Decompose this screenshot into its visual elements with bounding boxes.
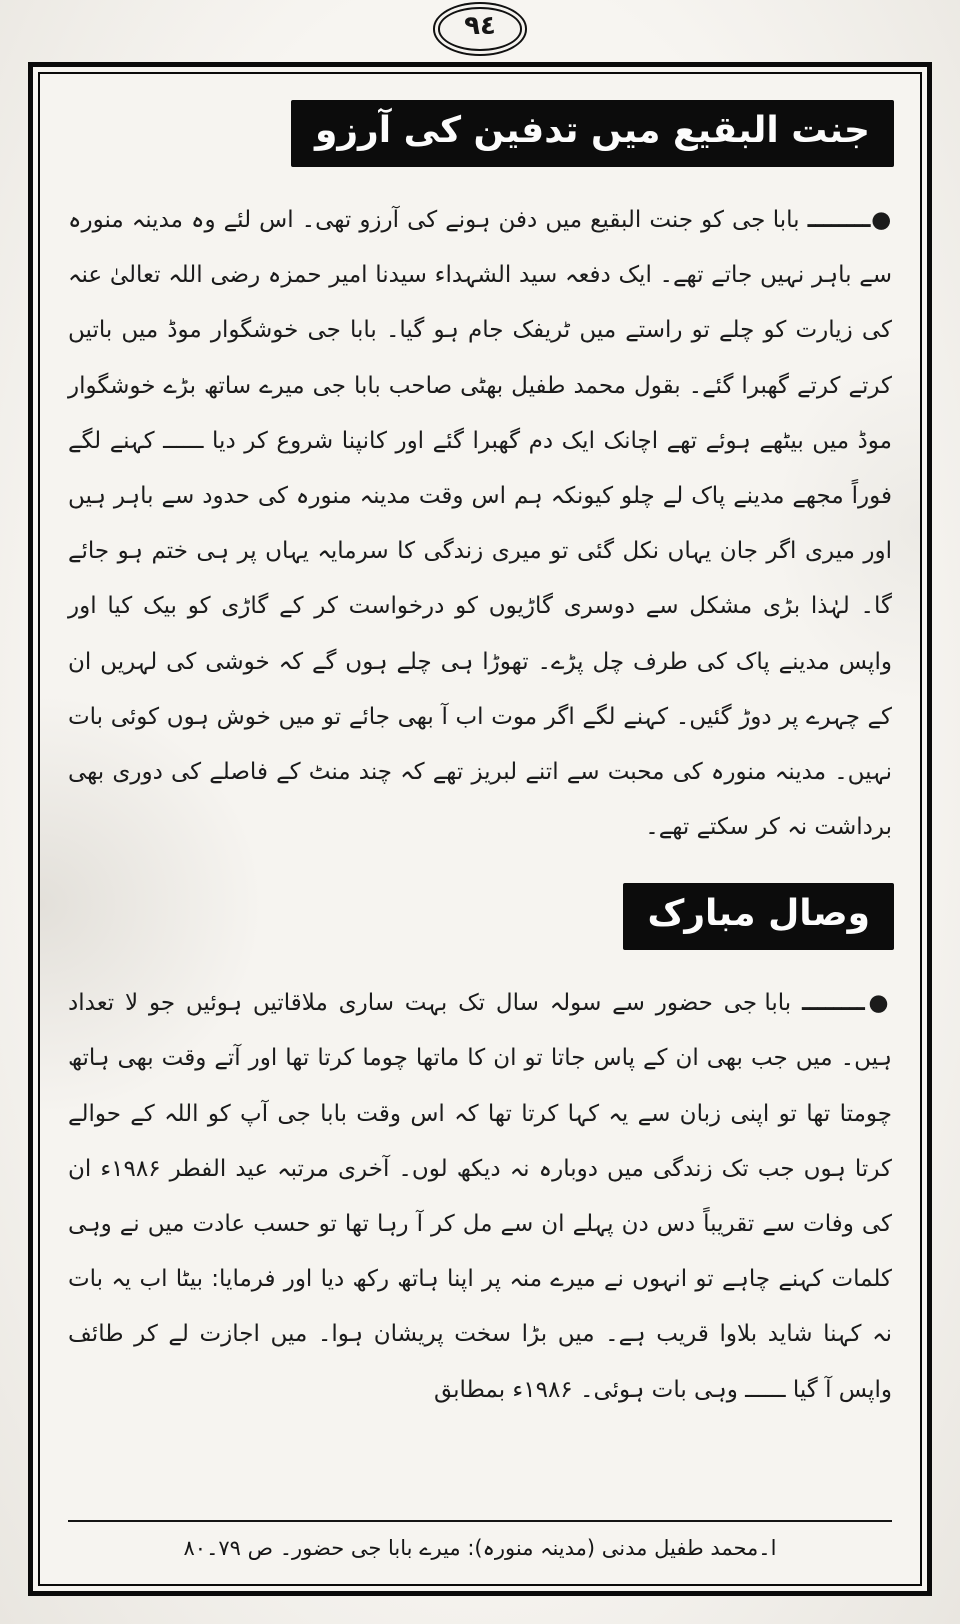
- page-header: [0, 0, 960, 58]
- footnote-separator: [68, 1520, 892, 1522]
- inner-border-frame: [38, 72, 922, 1586]
- section-heading-blessed-demise: وصال مبارک: [623, 883, 894, 950]
- bullet-icon: ●ــــــــ: [802, 990, 893, 1017]
- paragraph-text: بابا جی کو جنت البقیع میں دفن ہونے کی آرزو تھی۔ اس لئے وہ مدینہ منورہ سے باہر نہیں جاتے تھے۔ ایک دفعہ سید الشہداء سیدنا امیر حمزہ رضی اللہ تعالیٰ عنہ کی زیارت کو چلے تو راستے میں ٹریفک جام ہو گیا۔ بابا جی خوشگوار موڈ میں باتیں کرتے کرتے گھبرا گئے۔ بقول محمد طفیل بھٹی صاحب بابا جی میرے ساتھ بڑے خوشگوار موڈ میں بیٹھے ہوئے تھے اچانک ایک دم گھبرا گئے اور کانپنا شروع کر دیا ــــــ کہنے لگے فوراً مجھے مدینے پاک لے چلو کیونکہ ہم اس وقت مدینہ منورہ کی حدود سے باہر ہیں اور میری اگر جان یہاں نکل گئی تو میری زندگی کا سرمایہ یہاں پر ہی ختم ہو جائے گا۔ لہٰذا بڑی مشکل سے دوسری گاڑیوں کو درخواست کر کے گاڑی کو بیک کیا اور واپس مدینے پاک کی طرف چل پڑے۔ تھوڑا ہی چلے ہوں گے کہ خوشی کی لہریں ان کے چہرے پر دوڑ گئیں۔ کہنے لگے اگر موت اب آ بھی جائے تو میں خوش ہوں کوئی بات نہیں۔ مدینہ منورہ کی محبت سے اتنے لبریز تھے کہ چند منٹ کے فاصلے کی دوری بھی برداشت نہ کر سکتے تھے۔: [68, 207, 892, 841]
- paragraph-burial-wish: [68, 193, 892, 855]
- outer-border-frame: [28, 62, 932, 1596]
- paragraph-blessed-demise: [68, 976, 892, 1418]
- bullet-icon: ●ــــــــ: [807, 207, 892, 233]
- footnote-text: ا۔محمد طفیل مدنی (مدینہ منورہ): میرے بابا جی حضور۔ ص ۷۹۔۸۰: [183, 1536, 777, 1561]
- section-heading-burial-wish: جنت البقیع میں تدفین کی آرزو: [291, 100, 894, 167]
- paragraph-text: بابا جی حضور سے سولہ سال تک بہت ساری ملاقاتیں ہوئیں جو لا تعداد ہیں۔ میں جب بھی ان کے پاس جاتا تو ان کا ماتھا چوما کرتا تھا اور آتے وقت بھی ہاتھ چومتا تھا تو اپنی زبان سے یہ کہا کرتا تھا کہ اس وقت بابا جی آپ کو اللہ کے حوالے کرتا ہوں جب تک زندگی میں دوبارہ نہ دیکھ لوں۔ آخری مرتبہ عید الفطر ۱۹۸۶ء ان کی وفات سے تقریباً دس دن پہلے ان سے مل کر آ رہا تھا تو حسب عادت میں نے وہی کلمات کہنے چاہے تو انہوں نے میرے منہ پر اپنا ہاتھ رکھ دیا اور فرمایا: بیٹا اب یہ بات نہ کہنا شاید بلاوا قریب ہے۔ میں بڑا سخت پریشان ہوا۔ میں اجازت لے کر طائف واپس آ گیا ــــــ وہی بات ہوئی۔ ۱۹۸۶ء بمطابق: [68, 990, 892, 1403]
- page-number: ٩٤: [438, 7, 522, 50]
- footnote-block: [66, 1520, 894, 1570]
